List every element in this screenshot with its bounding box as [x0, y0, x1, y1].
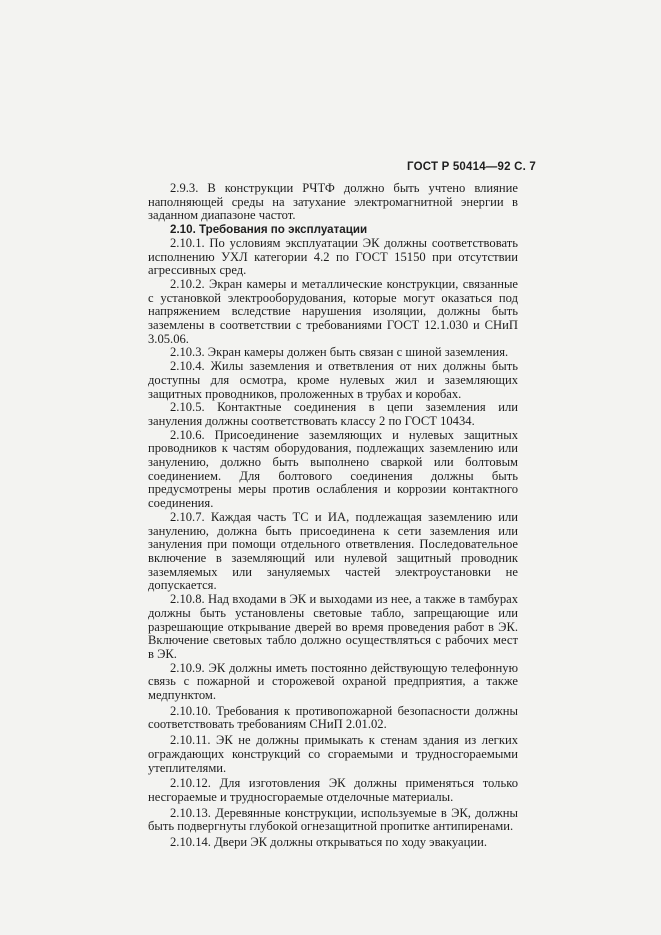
paragraph-2-10-5: 2.10.5. Контактные соединения в цепи заземления или зануления должны соответствовать классу 2 по ГОСТ 10434.: [148, 400, 518, 428]
paragraph-2-10-1: 2.10.1. По условиям эксплуатации ЭК должны соответствовать исполнению УХЛ категории 4.2 по ГОСТ 15150 при отсутствии агрессивных сред.: [148, 235, 518, 278]
paragraph-2-10-10: 2.10.10. Требования к противопожарной безопасности должны соответствовать требованиям СНиП 2.01.02.: [148, 703, 518, 732]
paragraph-2-10-2: 2.10.2. Экран камеры и металлические конструкции, связанные с установкой электрооборудования, которые могут оказаться под напряжением вследствие нарушения изоляции, должны быть заземлены в соответствии с требованиями ГОСТ 12.1.030 и СНиП 3.05.06.: [148, 276, 518, 346]
paragraph-2-10-13: 2.10.13. Деревянные конструкции, используемые в ЭК, должны быть подвергнуты глубокой огнезащитной пропитке антипиренами.: [148, 805, 518, 834]
paragraph-2-10-8: 2.10.8. Над входами в ЭК и выходами из нее, а также в тамбурах должны быть установлены световые табло, запрещающие или разрешающие открывание дверей во время проведения работ в ЭК. Включение световых табло должно осуществляться с рабочих мест в ЭК.: [148, 592, 518, 661]
paragraph-2-10-4: 2.10.4. Жилы заземления и ответвления от них должны быть доступны для осмотра, кроме нулевых жил и заземляющих защитных проводников, проложенных в трубах и коробах.: [148, 359, 518, 401]
paragraph-2-10-7: 2.10.7. Каждая часть ТС и ИА, подлежащая заземлению или занулению, должна быть присоединена к сети заземления или зануления при помощи отдельного ответвления. Последовательное включение в заземляющий или нулевой защитный проводник заземляемых или зануляемых частей электроустановки не допускается.: [148, 509, 518, 593]
paragraph-2-9-3: 2.9.3. В конструкции РЧТФ должно быть учтено влияние наполняющей среды на затухание электромагнитной энергии в заданном диапазоне частот.: [148, 181, 518, 223]
section-heading-2-10: 2.10. Требования по эксплуатации: [170, 223, 368, 237]
paragraph-2-10-6: 2.10.6. Присоединение заземляющих и нулевых защитных проводников к частям оборудования, подлежащих заземлению или занулению, должно быть выполнено сваркой или болтовым соединением. Для болтового соединения должны быть предусмотрены меры против ослабления и коррозии контактного соединения.: [148, 427, 518, 511]
page-header: ГОСТ Р 50414—92 С. 7: [407, 161, 536, 173]
paragraph-2-10-12: 2.10.12. Для изготовления ЭК должны применяться только несгораемые и трудносгораемые отделочные материалы.: [148, 776, 518, 804]
paragraph-2-10-11: 2.10.11. ЭК не должны примыкать к стенам здания из легких ограждающих конструкций со сгораемыми и трудносгораемыми утеплителями.: [148, 733, 518, 775]
document-body: [148, 182, 518, 850]
paragraph-2-10-9: 2.10.9. ЭК должны иметь постоянно действующую телефонную связь с пожарной и сторожевой охраной предприятия, а также медпунктом.: [148, 660, 518, 703]
paragraph-2-10-3: 2.10.3. Экран камеры должен быть связан с шиной заземления.: [170, 345, 509, 360]
paragraph-2-10-14: 2.10.14. Двери ЭК должны открываться по ходу эвакуации.: [170, 835, 487, 850]
